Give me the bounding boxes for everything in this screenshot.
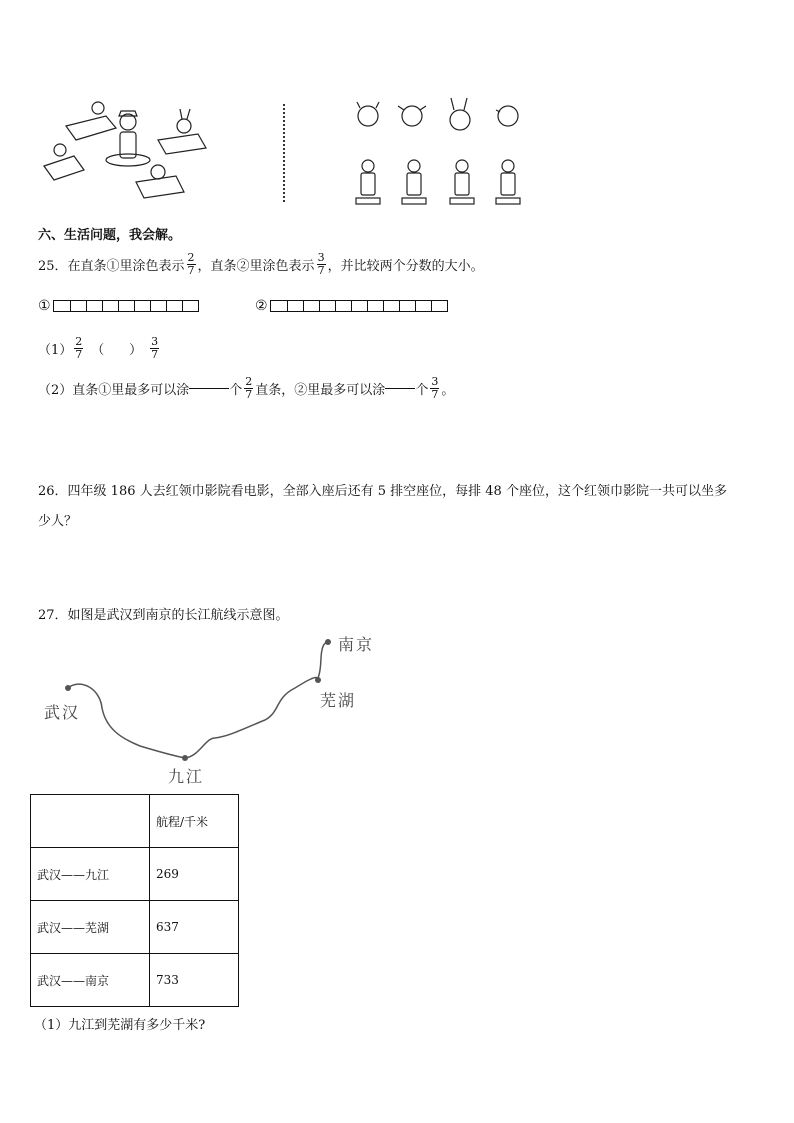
strip-1-label: ① bbox=[38, 298, 51, 314]
question-25-stem: 25．在直条①里涂色表示 $\frac{2}{7}$ ，直条②里涂色表示 $\frac{3}{7}$ ，并比较两个分数的大小。 bbox=[38, 250, 484, 277]
officer-figures-illustration bbox=[348, 152, 528, 210]
compare-blank[interactable]: （ ） bbox=[91, 342, 143, 358]
table-cell: 武汉——南京 bbox=[31, 954, 150, 1007]
strip-cell[interactable] bbox=[271, 301, 287, 311]
strip-cell[interactable] bbox=[335, 301, 351, 311]
strip-cell[interactable] bbox=[102, 301, 118, 311]
strip-cell[interactable] bbox=[54, 301, 70, 311]
strip-2 bbox=[255, 298, 448, 314]
strip-cell[interactable] bbox=[118, 301, 134, 311]
strip-cell[interactable] bbox=[166, 301, 182, 311]
nanjing-marker bbox=[325, 639, 331, 645]
answer-blank-1[interactable] bbox=[189, 388, 229, 389]
strip-cell[interactable] bbox=[150, 301, 166, 311]
strip-cell[interactable] bbox=[367, 301, 383, 311]
map-label-wuhan: 武汉 bbox=[44, 703, 81, 722]
fraction-2-7: $\frac{2}{7}$ bbox=[187, 250, 195, 277]
table-cell: 武汉——芜湖 bbox=[31, 901, 150, 954]
table-row bbox=[31, 848, 239, 901]
jiujiang-marker bbox=[182, 755, 188, 761]
strip-1-cells[interactable] bbox=[53, 300, 199, 312]
answer-blank-2[interactable] bbox=[385, 388, 415, 389]
wuhu-marker bbox=[315, 677, 321, 683]
table-cell: 637 bbox=[150, 901, 239, 954]
table-cell: 733 bbox=[150, 954, 239, 1007]
dashed-divider bbox=[283, 104, 285, 202]
question-26-line-2: 少人？ bbox=[38, 514, 78, 529]
question-26-line-1: 26．四年级 186 人去红领巾影院看电影，全部入座后还有 5 排空座位，每排 48 个座位，这个红领巾影院一共可以坐多 bbox=[38, 484, 727, 499]
traffic-scene-illustration bbox=[36, 96, 236, 206]
strip-cell[interactable] bbox=[303, 301, 319, 311]
table-cell: 269 bbox=[150, 848, 239, 901]
question-27-part-1: （1）九江到芜湖有多少千米? bbox=[34, 1018, 206, 1033]
animal-heads-illustration bbox=[348, 96, 528, 136]
map-label-nanjing: 南京 bbox=[338, 635, 375, 654]
strip-2-label: ② bbox=[255, 298, 268, 314]
table-row bbox=[31, 954, 239, 1007]
table-row bbox=[31, 901, 239, 954]
strip-cell[interactable] bbox=[319, 301, 335, 311]
table-header-cell: 航程/千米 bbox=[150, 795, 239, 848]
river-path bbox=[68, 642, 328, 758]
strip-cell[interactable] bbox=[287, 301, 303, 311]
strip-cell[interactable] bbox=[415, 301, 431, 311]
map-label-jiujiang: 九江 bbox=[168, 767, 205, 786]
strip-cell[interactable] bbox=[431, 301, 447, 311]
question-25-part-2: （2）直条①里最多可以涂 个 $\frac{2}{7}$ 直条，②里最多可以涂 个 $\frac{3}{7}$ 。 bbox=[38, 374, 455, 401]
map-label-wuhu: 芜湖 bbox=[320, 691, 357, 710]
fraction-3-7: $\frac{3}{7}$ bbox=[317, 250, 325, 277]
strip-cell[interactable] bbox=[399, 301, 415, 311]
wuhan-marker bbox=[65, 685, 71, 691]
strip-cell[interactable] bbox=[383, 301, 399, 311]
strip-cell[interactable] bbox=[70, 301, 86, 311]
table-cell: 武汉——九江 bbox=[31, 848, 150, 901]
strip-cell[interactable] bbox=[351, 301, 367, 311]
route-distance-table bbox=[30, 794, 239, 1007]
question-25-part-1: （1） $\frac{2}{7}$ （ ） $\frac{3}{7}$ bbox=[38, 334, 159, 361]
strip-cell[interactable] bbox=[134, 301, 150, 311]
strip-2-cells[interactable] bbox=[270, 300, 448, 312]
table-header-cell bbox=[31, 795, 150, 848]
strip-cell[interactable] bbox=[86, 301, 102, 311]
question-27-stem: 27．如图是武汉到南京的长江航线示意图。 bbox=[38, 608, 289, 623]
table-header-row bbox=[31, 795, 239, 848]
strip-1 bbox=[38, 298, 199, 314]
section-title: 六、生活问题，我会解。 bbox=[38, 228, 182, 243]
strip-cell[interactable] bbox=[182, 301, 198, 311]
